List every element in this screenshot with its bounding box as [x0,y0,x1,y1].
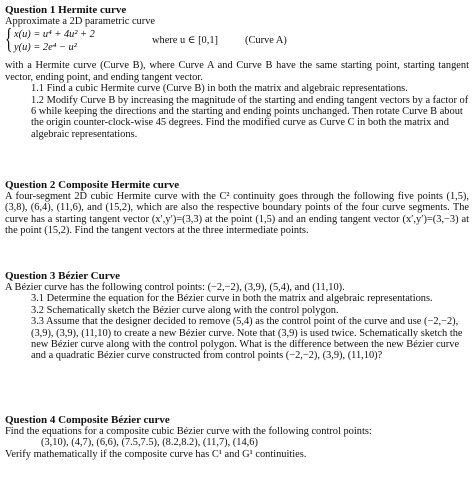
question-1-title: Question 1 Hermite curve [5,4,127,16]
parameter-domain: where u ∈ [0,1] [152,35,218,47]
question-3-item-2: 3.2 Schematically sketch the Bézier curve along with the control polygon. [31,304,339,316]
question-1-item-1: 1.1 Find a cubic Hermite curve (Curve B) in both the matrix and algebraic representations. [31,83,408,95]
question-2-title: Question 2 Composite Hermite curve [5,179,180,191]
question-4 [5,414,469,460]
question-3-intro: A Bézier curve has the following control points: (−2,−2), (3,9), (5,4), and (11,10). [5,282,345,293]
left-brace-icon: { [5,24,13,56]
question-1-intro: Approximate a 2D parametric curve [5,16,156,27]
equation-y: y(u) = 2e⁴ − u² [14,42,77,54]
question-4-closing: Verify mathematically if the composite curve has C¹ and G¹ continuities. [5,448,307,460]
question-2-body: A four-segment 2D cubic Hermite curve with the C² continuity goes through the following five points (1,5), (3,8), (6,4), (11,6), and (15,2), which are also the respective boundary points of the four curve segments. The curve has a starting tangent vector (x′,y′)=(3,3) at the point (1,5) and an ending tangent vector (x′,y′)=(3,−3) at the point (15,2). Find the tangent vectors at the three intermediate points. [5,191,469,237]
question-1 [5,4,469,140]
equation-x: x(u) = u⁴ + 4u² + 2 [14,29,95,41]
question-3 [5,270,469,362]
question-3-item-3: 3.3 Assume that the designer decided to remove (5,4) as the control point of the curve and use (−2,−2), (3,9), (3,9), (11,10) to create a new Bézier curve. Note that (3,9) is used twice. Schematically sketch the new Bézier curve along with the control polygon. What is the difference between the new Bézier curve and a quadratic Bézier curve constructed from control points (−2,−2), (3,9), (11,10)? [31,316,463,362]
question-4-control-points: (3,10), (4,7), (6,6), (7.5,7.5), (8.2,8.2), (11,7), (14,6) [41,437,258,449]
parametric-curve-definition [5,24,469,56]
question-3-item-1: 3.1 Determine the equation for the Bézier curve in both the matrix and algebraic representations. [31,293,433,305]
question-4-intro: Find the equations for a composite cubic Bézier curve with the following control points: [5,426,372,437]
question-1-body: with a Hermite curve (Curve B), where Curve A and Curve B have the same starting point, starting tangent vector, ending point, and ending tangent vector. [5,60,469,83]
question-2 [5,179,469,237]
curve-a-label: (Curve A) [245,35,287,47]
question-4-title: Question 4 Composite Bézier curve [5,414,170,426]
question-1-item-2: 1.2 Modify Curve B by increasing the magnitude of the starting and ending tangent vectors by a factor of 6 while keeping the directions and the starting and ending points unchanged. Then rotate Curve B about the origin counter-clock-wise 45 degrees. Find the modified curve as Curve C in both the matrix and algebraic representations. [31,94,469,140]
question-3-title: Question 3 Bézier Curve [5,270,120,282]
